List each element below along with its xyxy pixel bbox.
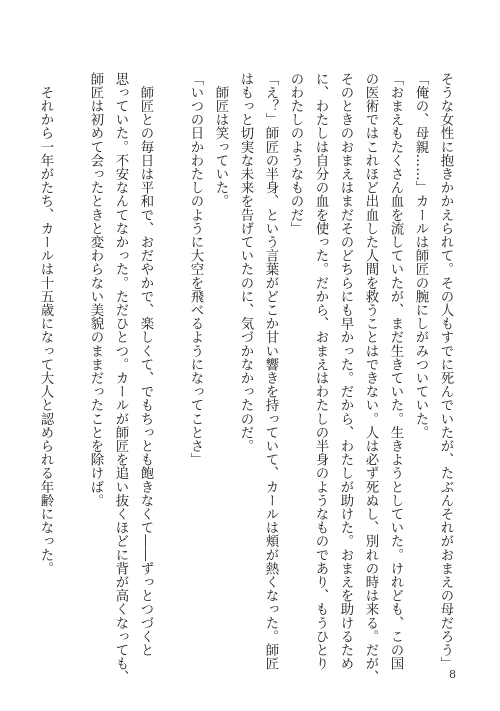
text-line: 「おまえもたくさん血を流していたが、まだ生きていた。生きようとしていた。けれども、この国: [388, 72, 403, 671]
text-line: のわたしのようなものだ」: [288, 72, 303, 236]
text-line: 「俺の、母親……」カールは師匠の腕にしがみついていた。: [413, 72, 428, 440]
text-line: そうな女性に抱きかかえられて。その人もすでに死んでいたが、たぶんそれがおまえの母だろう」: [438, 72, 453, 671]
text-line: それから一年がたち、カールは十五歳になって大人と認められる年齢になった。: [38, 72, 53, 576]
page-number: 8: [449, 668, 456, 681]
blank-line: [158, 72, 183, 582]
text-line: 「え？」師匠の半身、という言葉がどこか甘い響きを持っていて、カールは頬が熱くなった。師匠: [263, 72, 278, 671]
vertical-text-body: [33, 72, 458, 684]
text-line: に、わたしは自分の血を使った。だから、おまえはわたしの半身のようなものであり、もうひとり: [313, 72, 328, 671]
text-line: 師匠との毎日は平和で、おだやかで、楽しくて、でもちっとも飽きなくて――ずっとつづくと: [138, 72, 153, 657]
text-line: 思っていた。不安なんてなかった。ただひとつ。カールが師匠を追い抜くほどに背が高くなっても、: [113, 72, 128, 684]
text-line: の医術ではこれほど出血した人間を救うことはできない。人は必ず死ぬし、別れの時は来る。だが、: [363, 72, 378, 684]
text-line: 「いつの日かわたしのように大空を飛べるようになってことさ」: [188, 72, 203, 467]
blank-line: [58, 72, 83, 582]
text-line: そのときのおまえはまだそのどちらにも早かった。だから、わたしが助けた。おまえを助けるため: [338, 72, 353, 671]
text-line: はもっと切実な未来を告げていたのに、気づかなかったのだ。: [238, 72, 253, 453]
text-line: 師匠は初めて会ったときと変わらない美貌のままだったことを除けば。: [88, 72, 103, 508]
text-line: 師匠は笑っていた。: [213, 72, 228, 208]
